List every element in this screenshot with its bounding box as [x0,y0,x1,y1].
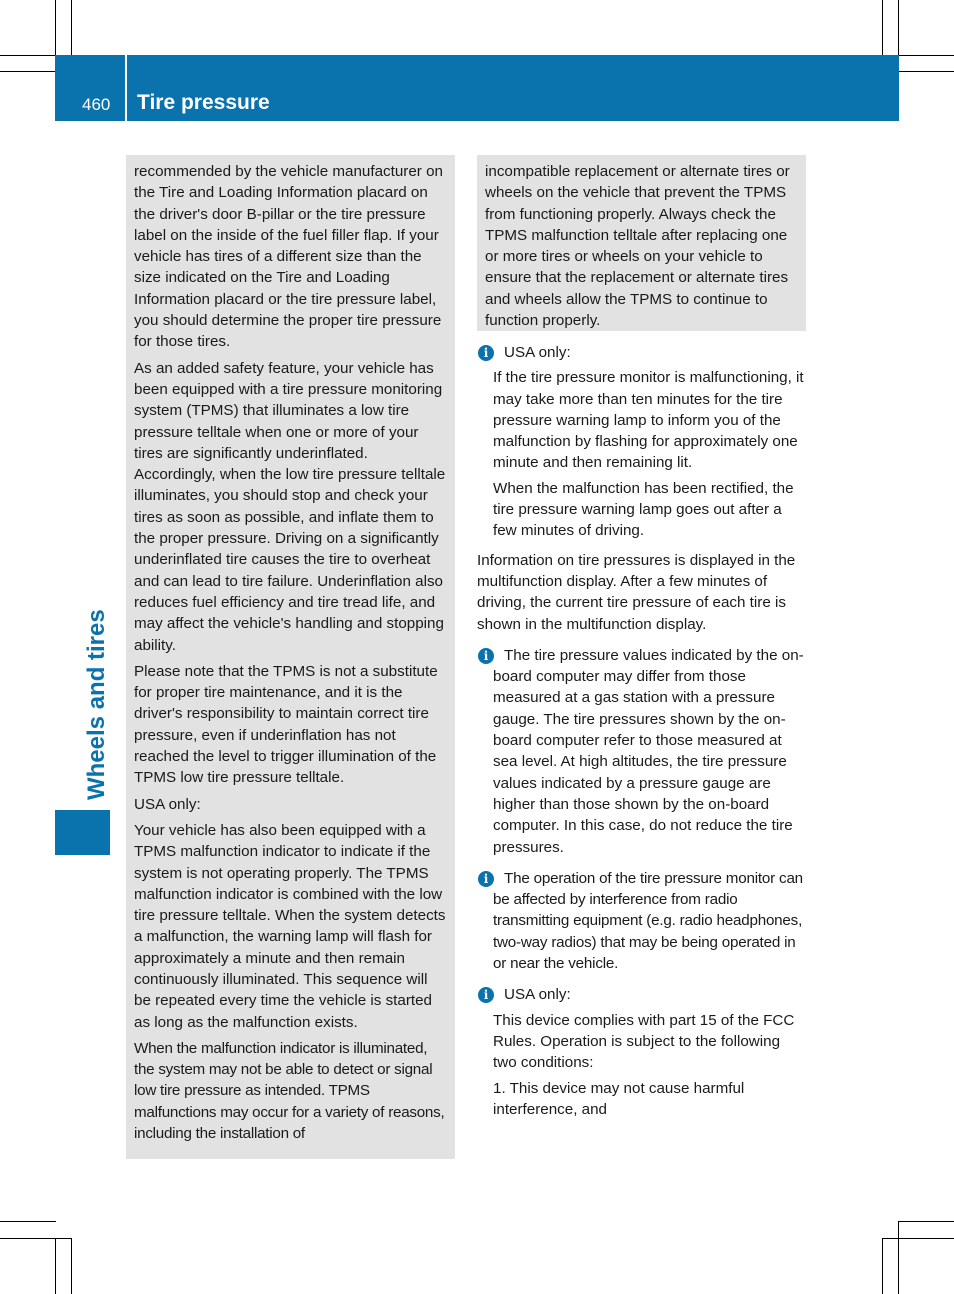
paragraph: USA only: [134,795,201,813]
paragraph: Please note that the TPMS is not a substitute for proper tire maintenance, and it is the driver's responsibility to maintain correct tire pressure, even if underinflation has not reached the level to trigger illumination of the TPMS low tire pressure telltale. [134,662,438,787]
crop-mark [882,1238,883,1294]
crop-mark [0,71,56,72]
crop-mark [0,55,56,56]
page-header [55,55,899,121]
paragraph: When the malfunction has been rectified, the tire pressure warning lamp goes out after a few minutes of driving. [493,479,794,540]
crop-mark [0,1238,72,1239]
section-title: Tire pressure [137,91,270,114]
crop-mark [898,1221,899,1294]
right-column [477,342,807,1126]
paragraph: This device complies with part 15 of the FCC Rules. Operation is subject to the following two conditions: [493,1011,795,1072]
info-note [477,342,807,542]
crop-mark [0,1221,56,1222]
info-note-lead: The operation of the tire pressure monitor can be affected by interference from radio transmitting equipment (e.g. radio headphones, two-way radios) that may be being operated in or near the vehicle. [493,869,803,973]
crop-mark [898,0,899,56]
crop-mark [71,1238,72,1294]
page-number: 460 [82,95,111,114]
info-note-lead: USA only: [504,986,571,1004]
header-divider [125,55,127,121]
info-note [477,645,807,858]
crop-mark [898,55,954,56]
crop-mark [882,1238,954,1239]
paragraph: If the tire pressure monitor is malfunctioning, it may take more than ten minutes for the tire pressure warning lamp to inform you of the malfunction by flashing for approximately one minute and then remaining lit. [493,369,804,472]
crop-mark [882,0,883,56]
crop-mark [898,1221,954,1222]
chapter-side-tab: Wheels and tires [83,609,110,800]
crop-mark [71,0,72,56]
crop-mark [898,71,954,72]
warning-box-right [477,155,806,331]
body-paragraph: Information on tire pressures is displayed in the multifunction display. After a few minutes of driving, the current tire pressure of each tire is shown in the multifunction display. [477,551,796,633]
info-icon: i [478,871,494,887]
paragraph: Your vehicle has also been equipped with a TPMS malfunction indicator to indicate if the system is not operating properly. The TPMS malfunction indicator is combined with the low tire pressure telltale. When the system detects a malfunction, the warning lamp will flash for approximately a minute and then remain continuously illuminated. This sequence will be repeated every time the vehicle is started as long as the malfunction exists. [134,821,446,1031]
paragraph: 1. This device may not cause harmful interference, and [493,1079,745,1118]
info-note [477,868,807,974]
paragraph: recommended by the vehicle manufacturer on the Tire and Loading Information placard on the driver's door B-pillar or the tire pressure label on the inside of the fuel filler flap. If your vehicle has tires of a different size than the size indicated on the Tire and Loading Information placard or the tire pressure label, you should determine the proper tire pressure for those tires. [134,163,443,351]
info-note-lead: USA only: [504,344,571,361]
info-icon: i [478,987,494,1003]
paragraph: As an added safety feature, your vehicle has been equipped with a tire pressure monitoring system (TPMS) that illuminates a low tire pressure telltale when one or more of your tires are significantly underinflated. Accordingly, when the low tire pressure telltale illuminates, you should stop and check your tires as soon as possible, and inflate them to the proper pressure. Driving on a significantly underinflated tire causes the tire to overheat and can lead to tire failure. Underinflation also reduces fuel efficiency and tire tread life, and may affect the vehicle's handling and stopping ability. [134,359,446,654]
info-note [477,984,807,1120]
crop-mark [55,0,56,56]
paragraph: When the malfunction indicator is illuminated, the system may not be able to detect or signal low tire pressure as intended. TPMS malfunctions may occur for a variety of reasons, including the installation of [134,1039,445,1143]
warning-box-left [126,155,455,1159]
crop-mark [55,1238,56,1294]
info-icon: i [478,648,494,664]
info-note-lead: The tire pressure values indicated by the on-board computer may differ from those measured at a gas station with a pressure gauge. The tire pressures shown by the on-board computer refer to those measured at sea level. At high altitudes, the tire pressure values indicated by a pressure gauge are higher than those shown by the on-board computer. In this case, do not reduce the tire pressures. [493,646,804,856]
chapter-marker-block [55,810,110,855]
paragraph: incompatible replacement or alternate tires or wheels on the vehicle that prevent the TPMS from functioning properly. Always check the TPMS malfunction telltale after replacing one or more tires or wheels on your vehicle to ensure that the replacement or alternate tires and wheels allow the TPMS to continue to function properly. [485,163,790,330]
info-icon: i [478,345,494,361]
